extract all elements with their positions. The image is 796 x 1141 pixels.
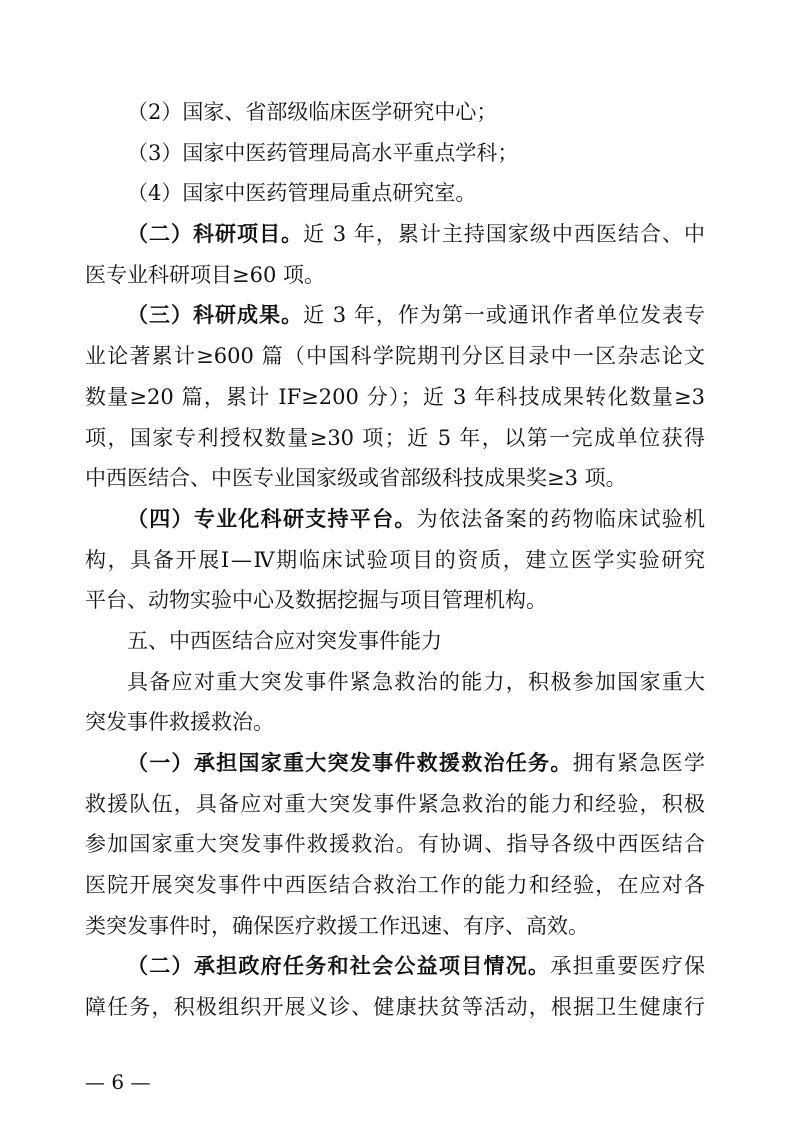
text: 近 3 年，作为第一或通讯作者单位发表专 [303,303,705,328]
text-line: 业论著累计≥600 篇（中国科学院期刊分区目录中一区杂志论文 [85,344,705,369]
list-item: （3）国家中医药管理局高水平重点学科； [127,140,519,165]
text-line: 中西医结合、中医专业国家级或省部级科技成果奖≥3 项。 [85,466,627,491]
text-line: 类突发事件时，确保医疗救援工作迅速、有序、高效。 [85,913,589,938]
paragraph-heading: （四）专业化科研支持平台。 [127,506,417,531]
text-line: 医专业科研项目≥60 项。 [85,262,325,287]
paragraph-public-welfare [85,946,705,987]
text-line: 障任务，积极组织开展义诊、健康扶贫等活动，根据卫生健康行 [85,995,705,1020]
list-item: （4）国家中医药管理局重点研究室。 [127,181,477,206]
paragraph-research-projects [85,214,705,255]
text-line: 具备应对重大突发事件紧急救治的能力，积极参加国家重大 [127,669,705,694]
text: 近 3 年，累计主持国家级中西医结合、中 [303,222,705,247]
section-heading: 五、中西医结合应对突发事件能力 [127,628,442,653]
page-number: — 6 — [85,1070,151,1094]
text-line: 突发事件救援救治。 [85,710,274,735]
text-line: 救援队伍，具备应对重大突发事件紧急救治的能力和经验，积极 [85,791,705,816]
paragraph-research-platform [85,499,705,540]
paragraph-heading: （一）承担国家重大突发事件救援救治任务。 [127,751,573,775]
paragraph-heading: （三）科研成果。 [127,303,304,328]
text-line: 数量≥20 篇，累计 IF≥200 分）；近 3 年科技成果转化数量≥3 [85,384,705,409]
text: 拥有紧急医学 [572,751,706,775]
text-line: 参加国家重大突发事件救援救治。有协调、指导各级中西医结合 [85,832,705,857]
text: 为依法备案的药物临床试验机 [416,506,705,531]
document-body [85,92,705,1028]
list-item: （2）国家、省部级临床医学研究中心； [127,100,498,124]
text-line: 构，具备开展Ⅰ—Ⅳ期临床试验项目的资质，建立医学实验研究 [85,547,705,572]
text-line: 平台、动物实验中心及数据挖掘与项目管理机构。 [85,588,547,613]
text: 承担重要医疗保 [550,954,706,979]
text-line: 医院开展突发事件中西医结合救治工作的能力和经验，在应对各 [85,873,705,898]
paragraph-research-results [85,295,705,336]
paragraph-heading: （二）承担政府任务和社会公益项目情况。 [127,954,551,979]
paragraph-emergency-tasks [85,743,705,784]
text-line: 项，国家专利授权数量≥30 项；近 5 年，以第一完成单位获得 [85,425,705,450]
paragraph-heading: （二）科研项目。 [127,222,304,247]
